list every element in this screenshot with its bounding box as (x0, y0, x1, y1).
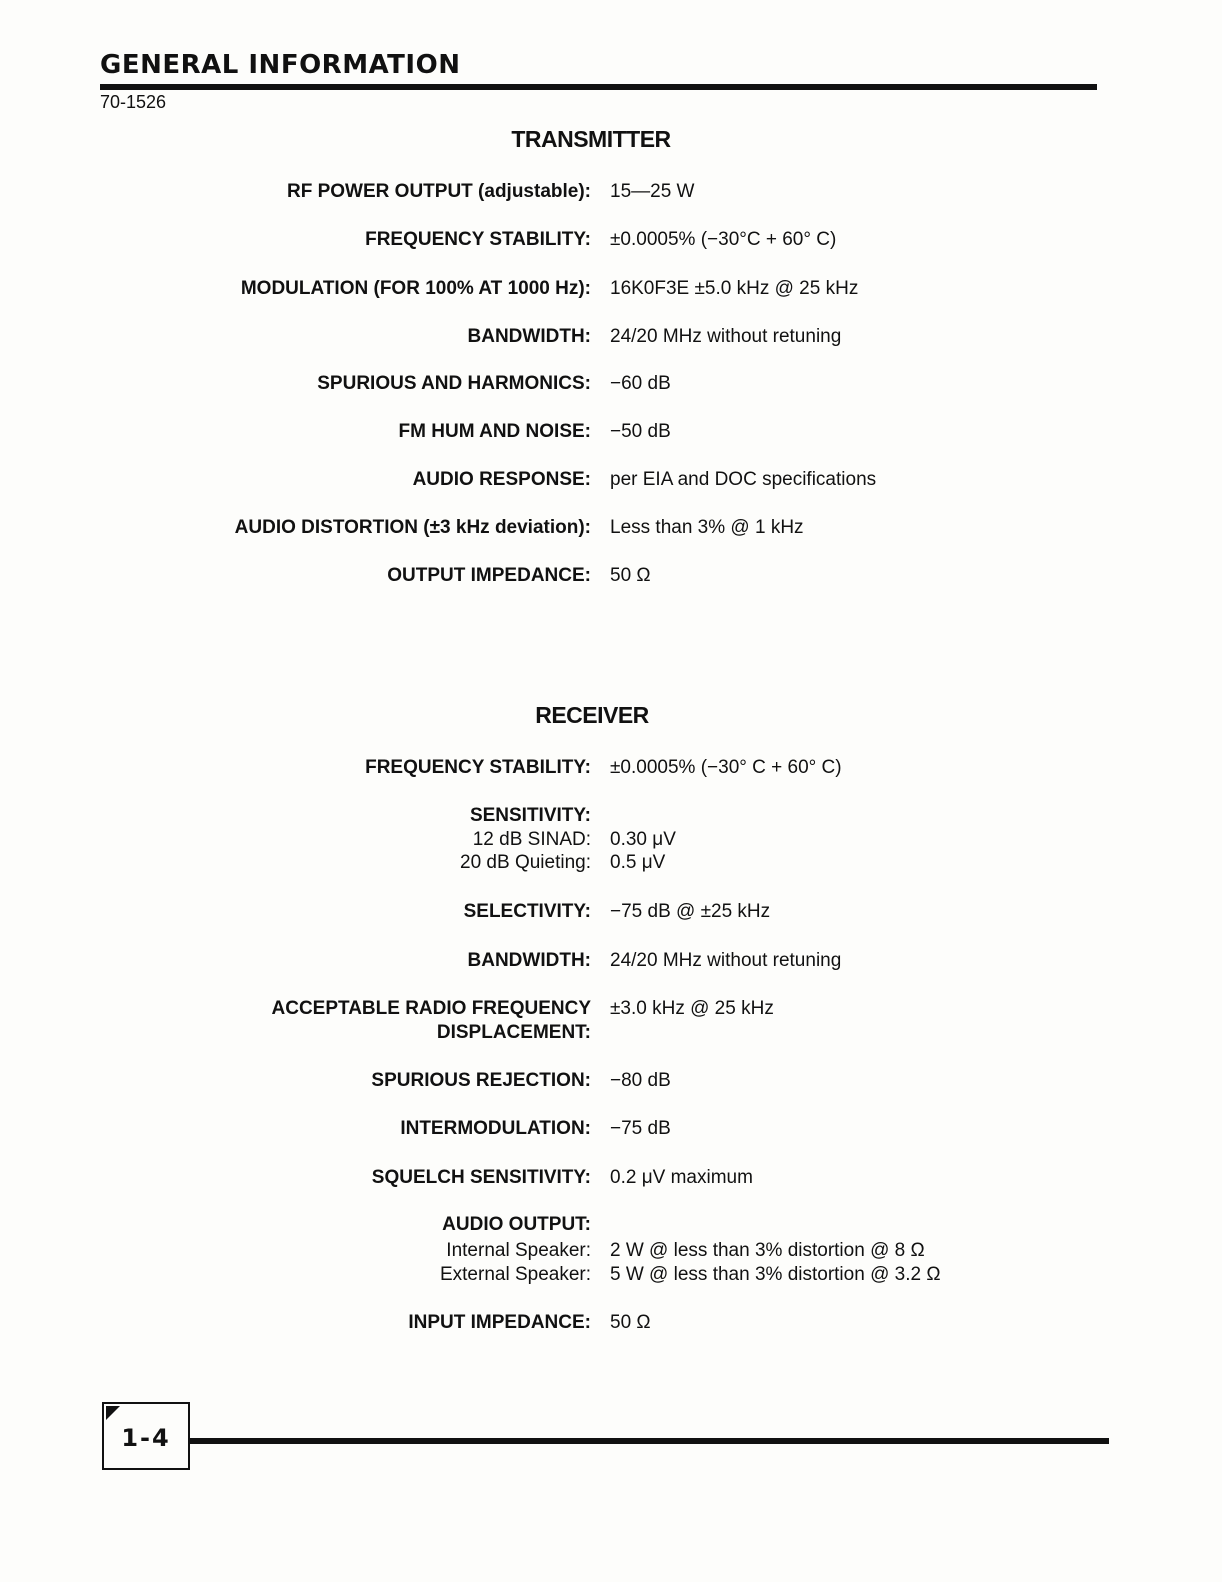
spec-value: 50 Ω (610, 565, 651, 586)
spec-label: SELECTIVITY: (463, 901, 591, 922)
spec-label: BANDWIDTH: (467, 950, 591, 971)
spec-label: AUDIO RESPONSE: (412, 469, 591, 490)
spec-label: INPUT IMPEDANCE: (408, 1312, 591, 1333)
page-header-title: GENERAL INFORMATION (100, 50, 461, 80)
spec-label: OUTPUT IMPEDANCE: (387, 565, 591, 586)
spec-value: 5 W @ less than 3% distortion @ 3.2 Ω (610, 1264, 941, 1285)
spec-label: RF POWER OUTPUT (adjustable): (287, 181, 591, 202)
spec-label: SPURIOUS AND HARMONICS: (317, 373, 591, 394)
spec-label: DISPLACEMENT: (436, 1022, 591, 1043)
spec-value: −60 dB (610, 373, 671, 394)
spec-label: MODULATION (FOR 100% AT 1000 Hz): (240, 278, 591, 299)
spec-label: SENSITIVITY: (469, 805, 591, 826)
page-number: 1-4 (121, 1424, 171, 1452)
spec-value: Less than 3% @ 1 kHz (610, 517, 804, 538)
spec-value: 2 W @ less than 3% distortion @ 8 Ω (610, 1240, 925, 1261)
spec-value: 0.30 μV (610, 829, 676, 850)
spec-value: ±0.0005% (−30°C + 60° C) (610, 229, 837, 250)
receiver-section-title: RECEIVER (535, 702, 649, 728)
spec-value: 0.5 μV (610, 852, 666, 873)
spec-label: AUDIO DISTORTION (±3 kHz deviation): (234, 517, 591, 538)
footer-rule (190, 1438, 1109, 1444)
spec-sublabel: 12 dB SINAD: (472, 829, 591, 850)
spec-label: INTERMODULATION: (400, 1118, 591, 1139)
spec-label: FREQUENCY STABILITY: (365, 229, 591, 250)
spec-value: 15—25 W (610, 181, 695, 202)
header-rule (100, 84, 1097, 90)
spec-sublabel: External Speaker: (439, 1264, 591, 1285)
spec-label: FM HUM AND NOISE: (398, 421, 591, 442)
spec-value: 50 Ω (610, 1312, 651, 1333)
spec-value: −50 dB (610, 421, 671, 442)
spec-label: ACCEPTABLE RADIO FREQUENCY (271, 998, 591, 1019)
spec-value: −75 dB (610, 1118, 671, 1139)
spec-value: per EIA and DOC specifications (610, 469, 877, 490)
spec-label: AUDIO OUTPUT: (442, 1214, 591, 1235)
transmitter-section-title: TRANSMITTER (511, 126, 671, 152)
document-number: 70-1526 (100, 92, 167, 112)
spec-label: FREQUENCY STABILITY: (365, 757, 591, 778)
spec-label: BANDWIDTH: (467, 326, 591, 347)
spec-label: SPURIOUS REJECTION: (371, 1070, 591, 1091)
page-number-box (102, 1402, 190, 1470)
spec-value: −75 dB @ ±25 kHz (610, 901, 771, 922)
spec-value: 24/20 MHz without retuning (610, 326, 842, 347)
spec-sublabel: Internal Speaker: (446, 1240, 591, 1261)
spec-value: 0.2 μV maximum (610, 1167, 753, 1188)
spec-label: SQUELCH SENSITIVITY: (371, 1167, 591, 1188)
spec-value: ±3.0 kHz @ 25 kHz (610, 998, 774, 1019)
spec-sublabel: 20 dB Quieting: (460, 852, 591, 873)
corner-mark-icon (106, 1406, 120, 1420)
spec-value: 16K0F3E ±5.0 kHz @ 25 kHz (610, 278, 859, 299)
spec-value: −80 dB (610, 1070, 671, 1091)
spec-value: 24/20 MHz without retuning (610, 950, 842, 971)
spec-value: ±0.0005% (−30° C + 60° C) (610, 757, 842, 778)
